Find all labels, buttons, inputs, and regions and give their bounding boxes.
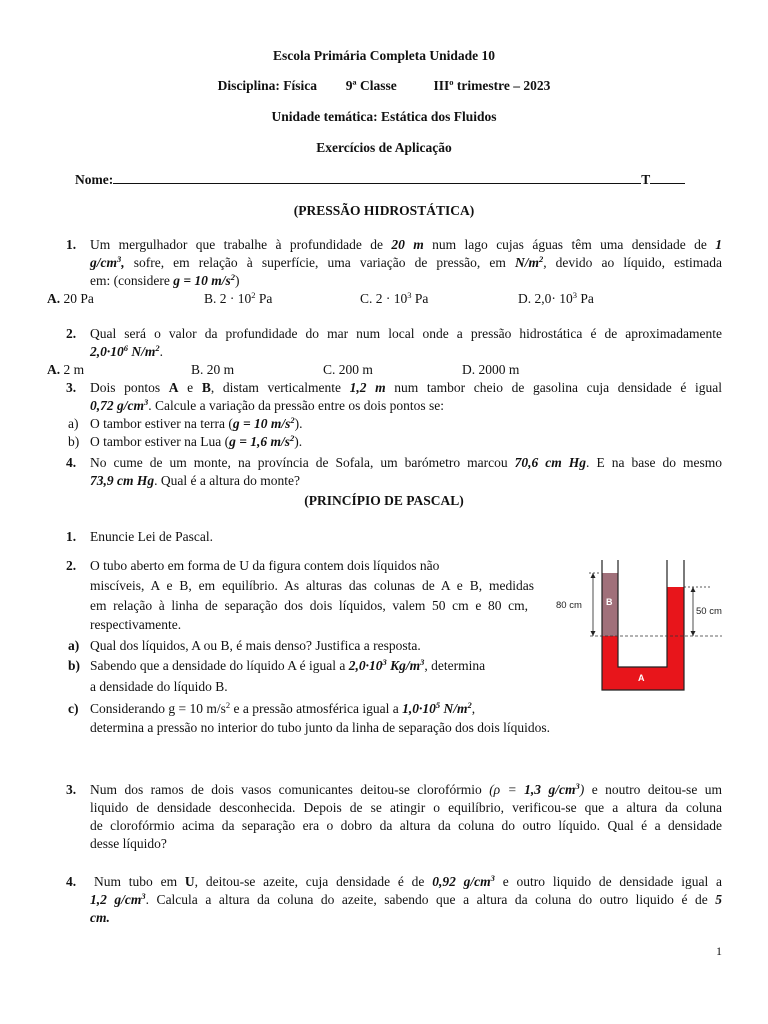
question-line: Num dos ramos de dois vasos comunicantes deitou-se clorofórmio (ρ = 1,3 $g/cm^3$) e noutro deitou-se um bbox=[90, 781, 723, 797]
question-number: 3. bbox=[66, 782, 77, 797]
question-number: 1. bbox=[66, 237, 77, 252]
question-line: 1,2 $g/cm^3$. Calcula a altura da coluna do azeite, sabendo que a altura da coluna do outro liquido é de 5 bbox=[90, 891, 723, 907]
question-number: 1. bbox=[66, 529, 77, 544]
question-line: No cume de um monte, na província de Sofala, um barómetro marcou 70,6 cm Hg. E na base do mesmo bbox=[90, 455, 722, 470]
subitem-text: Sabendo que a densidade do líquido A é igual a $2,0\cdot 10^3$ $Kg/m^3$, determina bbox=[90, 657, 486, 673]
page-number: 1 bbox=[716, 944, 722, 958]
question-line: Num tubo em U, deitou-se azeite, cuja densidade é de 0,92 $g/cm^3$ e outro liquido de densidade igual a bbox=[94, 873, 723, 889]
question-number: 4. bbox=[66, 455, 77, 470]
liquid-a-label: A bbox=[638, 673, 645, 683]
question-number: 3. bbox=[66, 380, 77, 395]
question-line: 0,72 $g/cm^3$. Calcule a variação da pressão entre os dois pontos se: bbox=[90, 397, 445, 413]
liquid-b-label: B bbox=[606, 597, 613, 607]
question-line: Dois pontos A e B, distam verticalmente 1,2 m num tambor cheio de gasolina cuja densidade é igual bbox=[90, 380, 722, 395]
subitem-text: a densidade do líquido B. bbox=[90, 679, 228, 694]
grade: 9ª Classe bbox=[345, 78, 397, 93]
option-d: D. $2,0\cdot 10^3$ Pa bbox=[518, 290, 594, 306]
question-line: $g/cm^3$, sofre, em relação à superfície, uma variação de pressão, em $N/m^2$, devido ao líquido, estimada bbox=[90, 254, 722, 270]
subitem-label: c) bbox=[68, 701, 79, 716]
question-line: cm. bbox=[90, 910, 110, 925]
question-line: respectivamente. bbox=[90, 617, 182, 632]
option-c: C. 200 m bbox=[323, 362, 373, 377]
option-d: D. 2000 m bbox=[462, 362, 520, 377]
question-number: 2. bbox=[66, 326, 77, 341]
question-number: 4. bbox=[66, 874, 77, 889]
question-number: 2. bbox=[66, 558, 77, 573]
question-line: miscíveis, A e B, em equilíbrio. As alturas das colunas de A e B, medidas bbox=[90, 578, 534, 593]
name-line bbox=[75, 172, 685, 188]
question-line: desse líquido? bbox=[90, 836, 167, 851]
exercise-title: Exercícios de Aplicação bbox=[316, 140, 452, 155]
option-b: B. $2 \cdot 10^2$ Pa bbox=[204, 290, 273, 306]
question-line: em relação à linha de separação dos dois líquidos, valem 50 cm e 80 cm, bbox=[90, 598, 528, 613]
subitem-text: Qual dos líquidos, A ou B, é mais denso? Justifica a resposta. bbox=[90, 638, 421, 653]
name-field[interactable] bbox=[113, 173, 641, 184]
subitem-label: b) bbox=[68, 658, 81, 673]
name-label: Nome: bbox=[75, 172, 114, 187]
class-label: T bbox=[641, 172, 651, 187]
class-field[interactable] bbox=[650, 173, 685, 184]
subitem-label: a) bbox=[68, 416, 79, 431]
u-tube-figure bbox=[552, 556, 732, 696]
option-a: A. 20 Pa bbox=[47, 291, 94, 306]
school-name: Escola Primária Completa Unidade 10 bbox=[273, 48, 495, 63]
course-info-line bbox=[0, 78, 768, 94]
question-line: $2,0\cdot 10^6$ $N/m^2$. bbox=[90, 343, 164, 359]
subitem-label: a) bbox=[68, 638, 80, 653]
question-line: 73,9 cm Hg. Qual é a altura do monte? bbox=[90, 473, 300, 488]
thematic-unit: Unidade temática: Estática dos Fluidos bbox=[271, 109, 497, 124]
term: III$^o$ trimestre – 2023 bbox=[433, 77, 551, 93]
subitem-text: O tambor estiver na Lua (g = 1,6 $m/s^2$). bbox=[90, 433, 303, 449]
subitem-label: b) bbox=[68, 434, 80, 449]
option-c: C. $2 \cdot 10^3$ Pa bbox=[360, 290, 429, 306]
question-line: liquido de densidade desconhecida. Depois de se atingir o equilíbrio, verificou-se que a altura da coluna bbox=[90, 800, 722, 815]
question-line: de clorofórmio acima da separação era o dobro da altura da coluna do outro líquido. Qual é a densidade bbox=[90, 818, 722, 833]
subitem-text: Considerando g = 10 $m/s^2$ e a pressão atmosférica igual a $1,0\cdot 10^5$ $N/m^2$, bbox=[90, 700, 476, 716]
subitem-text: determina a pressão no interior do tubo junto da linha de separação dos dois líquidos. bbox=[90, 720, 551, 735]
section-title-hydrostatic: (PRESSÃO HIDROSTÁTICA) bbox=[293, 203, 475, 218]
option-b: B. 20 m bbox=[191, 362, 235, 377]
question-line: Qual será o valor da profundidade do mar num local onde a pressão hidrostática é de aproximadamente bbox=[90, 326, 722, 341]
discipline: Disciplina: Física bbox=[217, 78, 318, 93]
dim-label-50cm: 50 cm bbox=[696, 606, 722, 617]
u-tube-diagram bbox=[552, 556, 732, 696]
question-line: Enuncie Lei de Pascal. bbox=[90, 529, 213, 544]
question-line: Um mergulhador que trabalhe à profundidade de 20 m num lago cujas águas têm uma densidade de 1 bbox=[90, 237, 722, 252]
question-line: em: (considere g = 10 $m/s^2$) bbox=[90, 272, 240, 288]
subitem-text: O tambor estiver na terra (g = 10 $m/s^2$). bbox=[90, 415, 303, 431]
section-title-pascal: (PRINCÍPIO DE PASCAL) bbox=[304, 493, 464, 508]
option-a: A. 2 m bbox=[47, 362, 85, 377]
dim-label-80cm: 80 cm bbox=[556, 600, 582, 611]
question-line: O tubo aberto em forma de U da figura contem dois líquidos não bbox=[90, 558, 440, 573]
